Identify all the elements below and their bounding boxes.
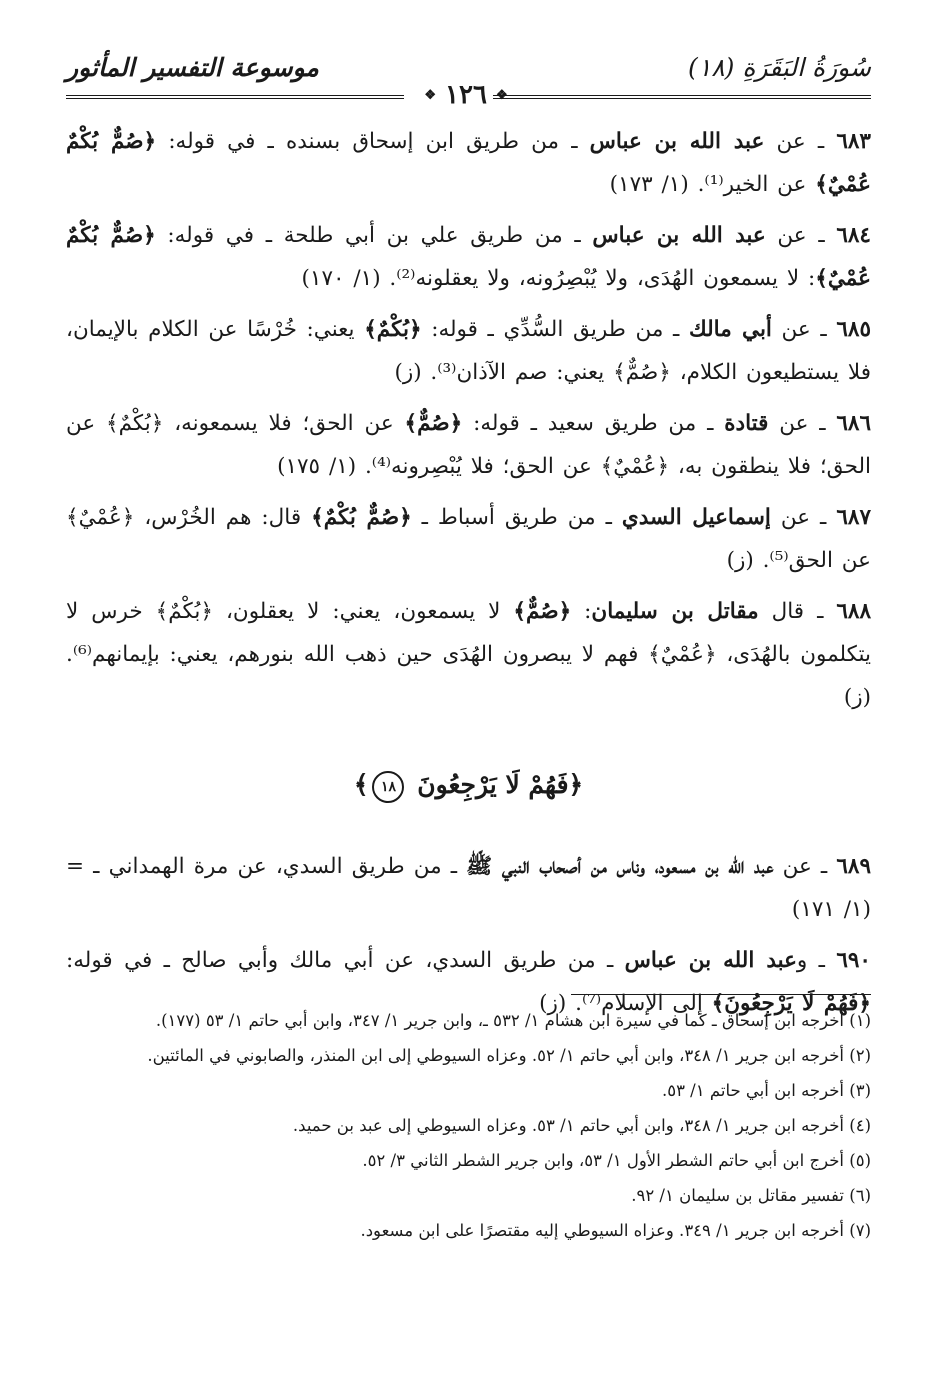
quran-quote: ﴿صُمٌّ بُكْمٌ عُمْيٌ﴾ <box>66 129 871 197</box>
narration-entry <box>66 590 871 719</box>
entry-prefix: ـ عن <box>773 854 837 879</box>
header-rule-left <box>66 95 404 99</box>
entry-number: ٦٨٩ <box>836 854 872 879</box>
footnote: (٤) أخرجه ابن جرير ١/ ٣٤٨، وابن أبي حاتم ١/ ٥٣. وعزاه السيوطي إلى عبد بن حميد. <box>292 1116 871 1135</box>
entry-tail: قال: هم الخُرْس، ﴿عُمْيٌ﴾ عن الحق⁽⁵⁾. (ز) <box>66 505 871 573</box>
footnote-divider <box>571 994 871 995</box>
ayah-heading <box>66 763 871 807</box>
narration-entry <box>66 402 871 488</box>
footnote: (٥) أخرج ابن أبي حاتم الشطر الأول ١/ ٥٣، وابن جرير الشطر الثاني ٣/ ٥٢. <box>362 1151 871 1170</box>
entries-section-1 <box>66 120 871 719</box>
entry-number: ٦٨٦ <box>836 411 872 436</box>
entry-prefix: ـ عن <box>771 317 837 342</box>
footnote: (٦) تفسير مقاتل بن سليمان ١/ ٩٢. <box>631 1186 871 1205</box>
narration-entry <box>66 120 871 206</box>
narrator-name: عبد الله بن عباس <box>592 223 766 248</box>
narration-entry <box>66 845 871 931</box>
narrator-name: قتادة <box>724 411 769 436</box>
narrator-name: عبد الله بن مسعود، وناس من أصحاب النبي ﷺ <box>466 854 774 879</box>
entry-prefix: ـ عن <box>765 223 837 248</box>
entry-text: : <box>571 599 592 624</box>
ayah-heading-close: ﴾ <box>353 770 369 799</box>
entry-text: ـ من طريق السُّدِّي ـ قوله: <box>421 317 689 342</box>
entry-tail: عن الحق؛ فلا يسمعونه، ﴿بُكْمٌ﴾ عن الحق؛ فلا ينطقون به، ﴿عُمْيٌ﴾ عن الحق؛ فلا يُبْصِرونه⁽⁴⁾. (١/ ١٧٥) <box>66 411 871 479</box>
entry-prefix: ـ عن <box>768 411 837 436</box>
narrator-name: مقاتل بن سليمان <box>591 599 759 624</box>
quran-quote: ﴿بُكْمٌ﴾ <box>364 317 422 342</box>
quran-quote: ﴿صُمٌّ بُكْمٌ﴾ <box>311 505 412 530</box>
quran-quote: ﴿صُمٌّ﴾ <box>404 411 463 436</box>
main-text <box>66 120 871 1033</box>
surah-reference: سُورَةُ البَقَرَةِ (١٨) <box>688 53 871 82</box>
entry-tail: عن الخير⁽¹⁾. (١/ ١٧٣) <box>609 172 816 197</box>
entry-text: ـ من طريق السدي، عن أبي مالك وأبي صالح ـ في قوله: <box>66 948 625 973</box>
entry-number: ٦٨٥ <box>836 317 871 342</box>
footnote: (٢) أخرجه ابن جرير ١/ ٣٤٨، وابن أبي حاتم ١/ ٥٢. وعزاه السيوطي إلى ابن المنذر، والصابوني في المائتين. <box>147 1046 871 1065</box>
entry-tail: لا يسمعون، يعني: لا يعقلون، ﴿بُكْمٌ﴾ خرس لا يتكلمون بالهُدَى، ﴿عُمْيٌ﴾ فهم لا يبصرون الهُدَى حين ذهب الله بنورهم، يعني: بإيمانهم⁽⁶⁾. (ز) <box>66 599 871 710</box>
narration-entry <box>66 496 871 582</box>
page-number-block <box>408 75 524 116</box>
book-title: موسوعة التفسير المأثور <box>66 53 319 82</box>
footnote: (٣) أخرجه ابن أبي حاتم ١/ ٥٣. <box>661 1081 871 1100</box>
ayah-number-icon: ١٨ <box>372 771 404 803</box>
page-header <box>66 48 871 110</box>
entry-prefix: ـ قال <box>758 599 837 624</box>
entry-prefix: ـ عن <box>764 129 837 154</box>
narrator-name: إسماعيل السدي <box>621 505 771 530</box>
entry-text: ـ من طريق سعيد ـ قوله: <box>462 411 725 436</box>
entry-number: ٦٨٣ <box>836 129 871 154</box>
footnotes <box>66 1004 871 1249</box>
entry-text: ـ من طريق علي بن أبي طلحة ـ في قوله: <box>155 223 593 248</box>
ornament-icon: ❖ <box>424 88 436 103</box>
entry-number: ٦٨٨ <box>836 599 872 624</box>
entry-text: ـ من طريق أسباط ـ <box>411 505 622 530</box>
quran-quote: ﴿صُمٌّ﴾ <box>513 599 572 624</box>
narration-entry <box>66 214 871 300</box>
entry-prefix: ـ عن <box>770 505 837 530</box>
entry-number: ٦٨٧ <box>836 505 871 530</box>
footnote: (١) أخرجه ابن إسحاق ـ كما في سيرة ابن هشام ١/ ٥٣٢ ـ، وابن جرير ١/ ٣٤٧، وابن أبي حاتم ١/ ٥٣ (١٧٧). <box>155 1011 871 1030</box>
entry-number: ٦٨٤ <box>836 223 871 248</box>
entries-section-2 <box>66 845 871 1025</box>
entry-tail: : لا يسمعون الهُدَى، ولا يُبْصِرُونه، ولا يعقلونه⁽²⁾. (١/ ١٧٠) <box>301 266 816 291</box>
header-rule-right <box>493 95 871 99</box>
ornament-icon: ❖ <box>496 88 508 103</box>
entry-prefix: ـ و <box>796 948 837 973</box>
quran-quote: ﴿فَهُمْ لَا يَرْجِعُونَ﴾ <box>711 991 871 1016</box>
page-number: ١٢٦ <box>445 80 487 110</box>
quran-quote: ﴿صُمٌّ بُكْمٌ عُمْيٌ﴾ <box>66 223 871 291</box>
narrator-name: عبد الله بن عباس <box>624 948 797 973</box>
entry-text: ـ من طريق السدي، عن مرة الهمداني ـ = (١/ ١٧١) <box>66 854 871 922</box>
narrator-name: عبد الله بن عباس <box>589 129 765 154</box>
footnote: (٧) أخرجه ابن جرير ١/ ٣٤٩. وعزاه السيوطي إليه مقتصرًا على ابن مسعود. <box>360 1221 871 1240</box>
entry-number: ٦٩٠ <box>836 948 871 973</box>
entry-tail: يعني: خُرْسًا عن الكلام بالإيمان، فلا يستطيعون الكلام، ﴿صُمٌّ﴾ يعني: صم الآذان⁽³⁾. (ز) <box>66 317 871 385</box>
ayah-heading-text: ﴿فَهُمْ لَا يَرْجِعُونَ <box>417 770 584 799</box>
narration-entry <box>66 308 871 394</box>
entry-tail: إلى الإسلام⁽⁷⁾. (ز) <box>539 991 712 1016</box>
entry-text: ـ من طريق ابن إسحاق بسنده ـ في قوله: <box>156 129 590 154</box>
narrator-name: أبي مالك <box>688 317 772 342</box>
